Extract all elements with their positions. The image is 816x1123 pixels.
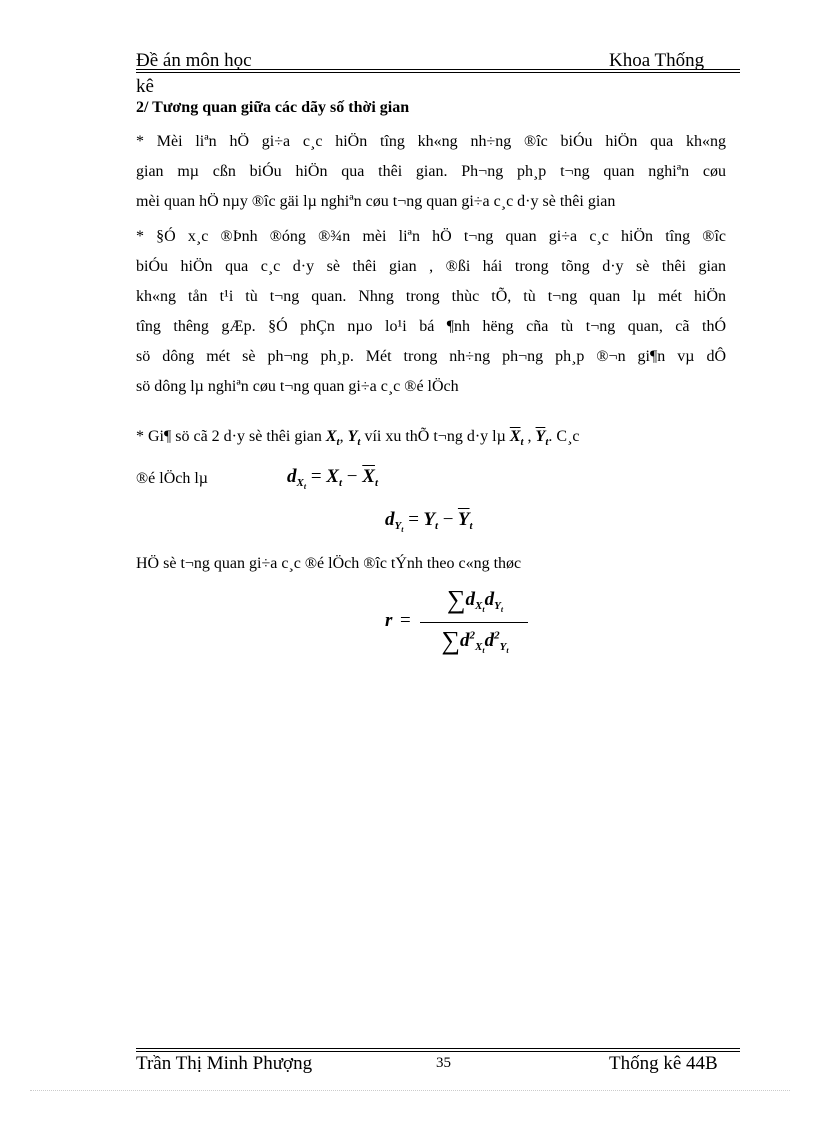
para1-line: gian mµ cßn biÓu hiÖn qua thêi gian. Ph¬ng ph¸p t¬ng quan nghiªn cøu	[136, 163, 726, 180]
para2-line: sö dông mét sè ph¬ng ph¸p. Mét trong nh÷ng ph¬ng ph¸p ®¬n gi¶n vµ dÔ	[136, 348, 726, 365]
fraction-numerator: $\sum d_{X_t}d_{Y_t}$	[446, 585, 504, 614]
header-wrap: kê	[136, 76, 154, 97]
para2-line: kh«ng tån t¹i tù t¬ng quan. Nhng trong thùc tÕ, tù t¬ng quan lµ mét hiÖn	[136, 288, 726, 305]
header-rule	[136, 69, 740, 70]
var-r: r	[385, 610, 393, 631]
var-yt: $Y_t$	[347, 428, 361, 448]
para3-mid: víi xu thÕ t¬ng d·y lµ	[364, 428, 506, 445]
page-number: 35	[436, 1055, 451, 1071]
var-xt: $X_t$	[325, 428, 340, 448]
page-edge-divider	[30, 1090, 790, 1091]
paragraph-3: * Gi¶ sö cã 2 d·y sè thêi gian $X_t$, $Y_t$ víi xu thÕ t¬ng d·y lµ $\overline{X}_t$ , $\overline{Y}_t$. C¸c	[136, 428, 580, 448]
header-left: Đề án môn học	[136, 50, 252, 71]
header-right: Khoa Thống	[609, 50, 705, 71]
deviation-label: ®é lÖch lµ	[136, 470, 209, 487]
para1-line: mèi quan hÖ nµy ®îc gäi lµ nghiªn cøu t¬ng quan gi÷a c¸c d·y sè thêi gian	[136, 193, 616, 210]
footer-author: Trần Thị Minh Phượng	[136, 1053, 313, 1074]
equation-dy: $d_{Y_t} = Y_t - \overline{Y}_t$	[385, 509, 473, 534]
para2-line: sö dông lµ nghiªn cøu t¬ng quan gi÷a c¸c ®é lÖch	[136, 378, 459, 395]
para3-suffix: . C¸c	[548, 428, 580, 445]
paragraph-1	[136, 127, 726, 217]
footer-rule-double	[136, 1051, 740, 1052]
equation-dx: $d_{X_t} = X_t - \overline{X}_t$	[287, 466, 379, 491]
paragraph-2	[136, 222, 726, 402]
section-heading: 2/ Tương quan giữa các dãy số thời gian	[136, 99, 410, 116]
coefficient-label: HÖ sè t¬ng quan gi÷a c¸c ®é lÖch ®îc tÝnh theo c«ng thøc	[136, 555, 522, 572]
header-rule-double	[136, 72, 740, 73]
footer-class: Thống kê 44B	[609, 1053, 718, 1074]
var-xt-bar: $\overline{X}_t$	[509, 428, 524, 448]
para3-prefix: * Gi¶ sö cã 2 d·y sè thêi gian	[136, 428, 322, 445]
fraction-denominator: $\sum d^2_{X_t}d^2_{Y_t}$	[441, 626, 509, 655]
footer-rule	[136, 1048, 740, 1049]
para2-line: * §Ó x¸c ®Þnh ®óng ®¾n mèi liªn hÖ t¬ng quan gi÷a c¸c hiÖn tîng ®îc	[136, 228, 726, 245]
fraction-bar	[420, 622, 528, 623]
para1-line: * Mèi liªn hÖ gi÷a c¸c hiÖn tîng kh«ng nh÷ng ®îc biÓu hiÖn qua kh«ng	[136, 133, 726, 150]
para2-line: tîng thêng gÆp. §Ó phÇn nµo lo¹i bá ¶nh hëng cña tù t¬ng quan, cã thÓ	[136, 318, 726, 335]
para2-line: biÓu hiÖn qua c¸c d·y sè thêi gian , ®ßi hái trong tõng d·y sè thêi gian	[136, 258, 726, 275]
equals-sign: =	[400, 610, 411, 631]
var-yt-bar: $\overline{Y}_t$	[535, 428, 549, 448]
